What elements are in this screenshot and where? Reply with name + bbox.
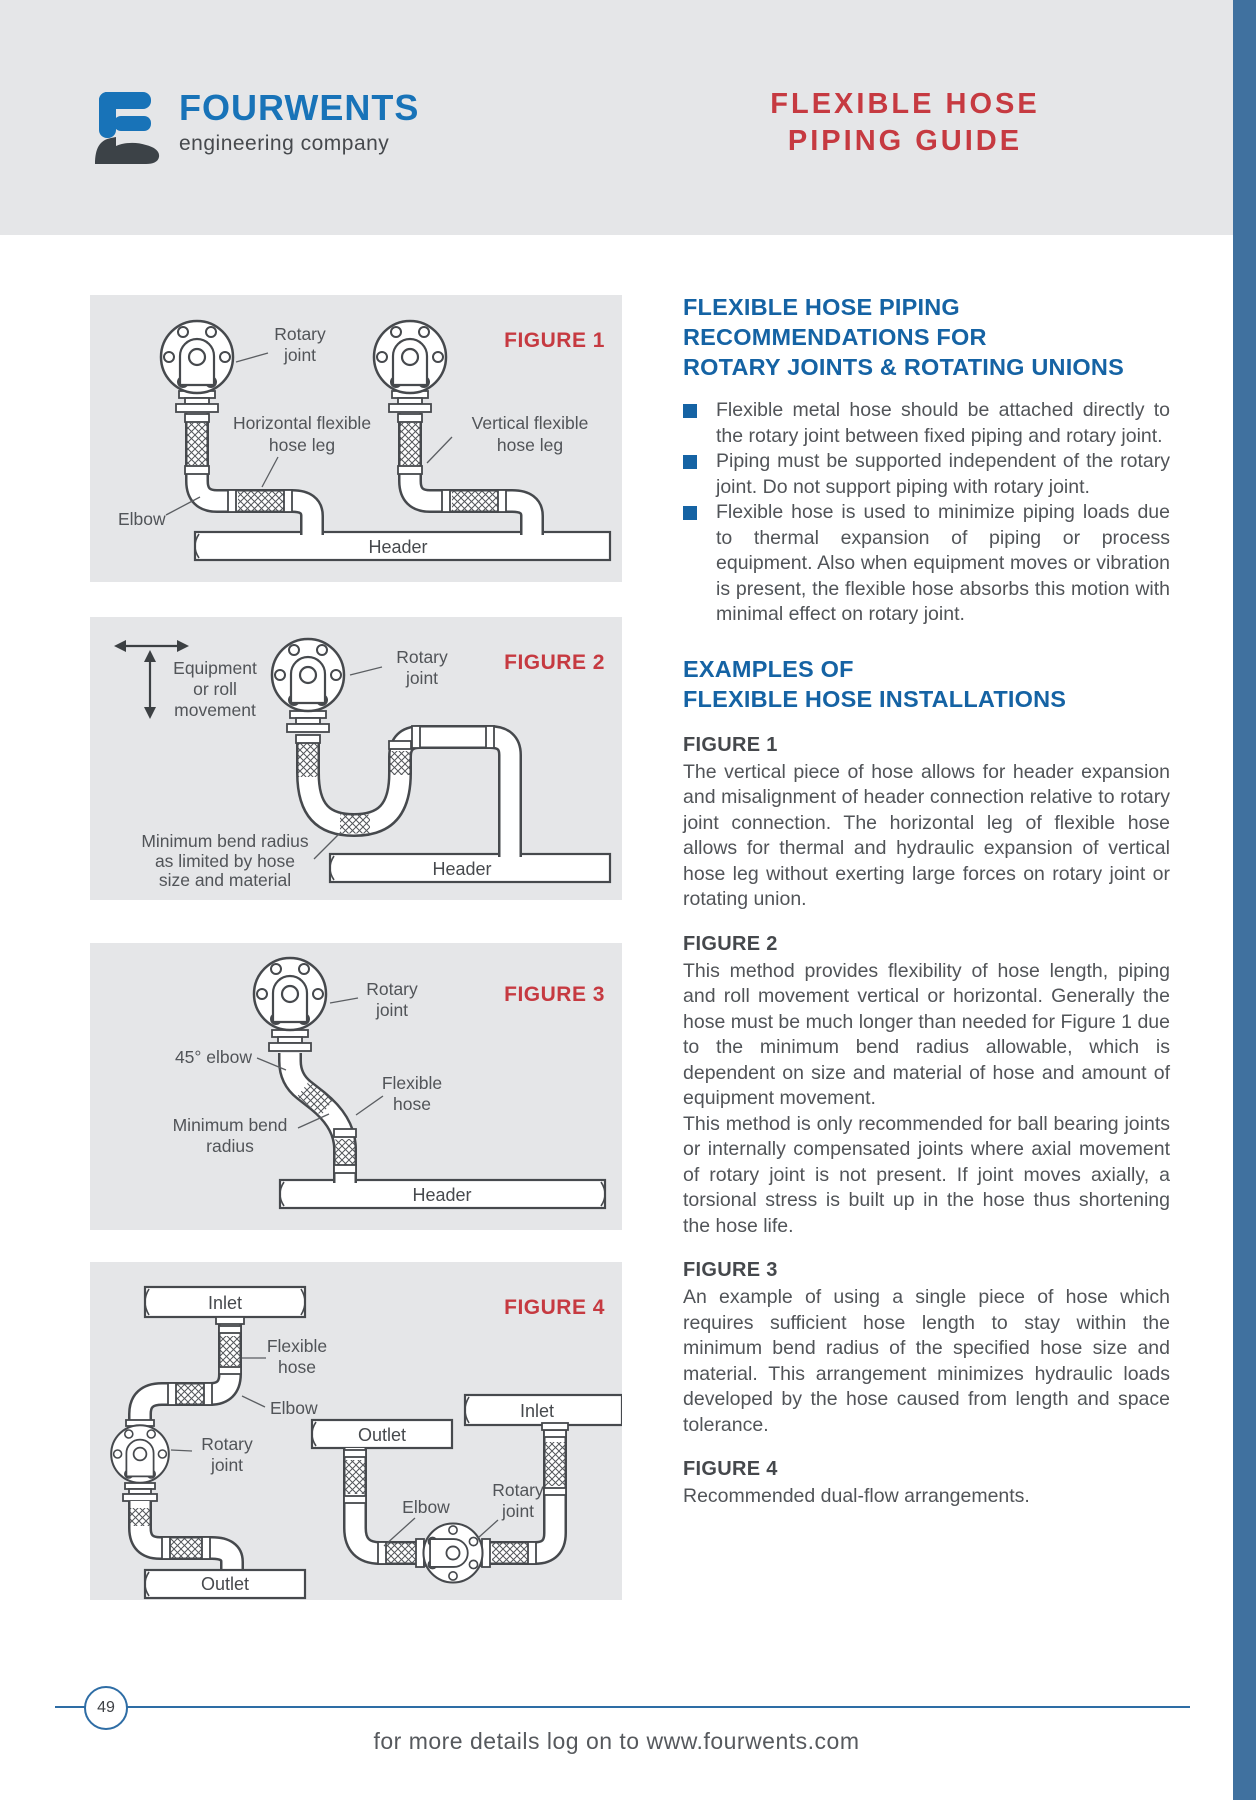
figure-1-diagram (90, 295, 622, 582)
figure-3-diagram (90, 943, 622, 1230)
svg-text:joint: joint (375, 1000, 409, 1020)
figure2-rotary-joint-label: Rotary (396, 647, 448, 667)
svg-text:hose: hose (393, 1094, 431, 1114)
figure3-rotary-joint-label: Rotary (366, 979, 418, 999)
figure4-rotary-joint-left-label: Rotary (201, 1434, 253, 1454)
figure4-flexible-hose-label: Flexible (266, 1336, 328, 1356)
article-column (683, 292, 1170, 1510)
footer-note: for more details log on to www.fourwents.com (373, 1728, 860, 1754)
figure-4-section (683, 1458, 1170, 1510)
figure1-horizontal-leg-label: Horizontal flexible (232, 413, 372, 433)
bullet-square-icon (683, 455, 697, 469)
svg-text:radius: radius (206, 1136, 254, 1156)
bullet-square-icon (683, 404, 697, 418)
svg-text:joint: joint (405, 668, 439, 688)
document-title (715, 86, 1095, 160)
figure-1-panel (90, 295, 622, 582)
document-title-line1: FLEXIBLE HOSE (770, 88, 1040, 120)
figure-3-section (683, 1259, 1170, 1438)
page-number-badge: 49 (84, 1686, 128, 1730)
figure3-caption: FIGURE 3 (504, 983, 605, 1006)
figure2-movement-label: Equipment (173, 658, 257, 678)
brand-tagline: engineering company (179, 132, 390, 155)
figure3-min-bend-label: Minimum bend (172, 1115, 288, 1135)
section-title: FIGURE 2 (683, 932, 778, 955)
bullet-square-icon (683, 506, 697, 520)
svg-text:joint: joint (210, 1455, 244, 1475)
page-edge-strip (1233, 0, 1256, 1800)
page-header-band (0, 0, 1233, 235)
figure4-elbow-left-label: Elbow (270, 1398, 318, 1418)
document-title-line2: PIPING GUIDE (787, 125, 1023, 157)
figure4-inlet-right-label: Inlet (519, 1401, 555, 1421)
section-paragraph: This method is only recommended for ball bearing joints or internally compensated joints where axial movement of rotary joint is not present. If joint moves axially, a torsional stress is built up in the hose thus shortening the hose life. (683, 1112, 1170, 1237)
list-item (683, 500, 1170, 628)
section-paragraph: An example of using a single piece of hose which requires sufficient hose length to stay within the minimum bend radius of the specified hose size and material. This arrangement minimizes hydraulic loads developed by the hose caused from length and space tolerance. (683, 1286, 1170, 1436)
section-title: FIGURE 3 (683, 1259, 778, 1281)
section-paragraph: Recommended dual-flow arrangements. (683, 1485, 1030, 1507)
svg-text:or roll: or roll (193, 679, 237, 699)
company-logo (85, 88, 419, 170)
list-item (683, 449, 1170, 500)
figure2-caption: FIGURE 2 (504, 651, 605, 674)
figure2-header-label: Header (432, 859, 492, 879)
section-paragraph: The vertical piece of hose allows for header expansion and misalignment of header connection relative to rotary joint connection. The horizontal leg of flexible hose allows for thermal and hydraulic expansion of vertical hose leg without exerting large forces on rotary joint or rotating union. (683, 760, 1170, 910)
figure1-caption: FIGURE 1 (504, 329, 605, 352)
figure4-outlet-right-label: Outlet (357, 1425, 407, 1445)
figure-1-section (683, 734, 1170, 913)
figure1-header-label: Header (368, 537, 428, 557)
svg-text:movement: movement (174, 700, 256, 720)
article-heading-1: FLEXIBLE HOSE PIPING RECOMMENDATIONS FOR ROTARY JOINTS & ROTATING UNIONS (683, 294, 1124, 380)
figure1-rotary-joint-label: Rotary (274, 324, 326, 344)
figure-2-diagram (90, 617, 622, 900)
article-heading-2: EXAMPLES OF FLEXIBLE HOSE INSTALLATIONS (683, 655, 1067, 712)
svg-text:size and material: size and material (158, 870, 292, 890)
bullet-text: Piping must be supported independent of the rotary joint. Do not support piping with rotary joint. (716, 450, 1170, 498)
footer-divider (55, 1706, 1190, 1708)
figure2-min-bend-label: Minimum bend radius (141, 831, 309, 851)
company-logo-icon (85, 88, 165, 170)
figure4-elbow-right-label: Elbow (402, 1497, 450, 1517)
figure3-header-label: Header (412, 1185, 472, 1205)
figure-4-panel (90, 1262, 622, 1600)
brand-name: FOURWENTS (179, 87, 420, 128)
figure1-vertical-leg-label: Vertical flexible (471, 413, 589, 433)
svg-text:joint: joint (283, 345, 317, 365)
svg-text:joint: joint (501, 1501, 535, 1521)
svg-text:as limited by hose: as limited by hose (154, 851, 296, 871)
section-title: FIGURE 4 (683, 1458, 778, 1480)
figure4-outlet-left-label: Outlet (200, 1574, 250, 1594)
list-item (683, 398, 1170, 449)
recommendation-list (683, 398, 1170, 628)
svg-text:hose leg: hose leg (268, 435, 336, 455)
figure-4-diagram (90, 1262, 622, 1600)
svg-text:hose leg: hose leg (496, 435, 564, 455)
figure3-flexible-hose-label: Flexible (381, 1073, 443, 1093)
svg-text:hose: hose (278, 1357, 316, 1377)
bullet-text: Flexible metal hose should be attached directly to the rotary joint between fixed piping and rotary joint. (716, 399, 1170, 447)
figure3-45-elbow-label: 45° elbow (174, 1047, 252, 1067)
section-title: FIGURE 1 (683, 733, 778, 756)
figure4-caption: FIGURE 4 (504, 1296, 605, 1319)
figure-2-section (683, 933, 1170, 1240)
figure-3-panel (90, 943, 622, 1230)
figure-2-panel (90, 617, 622, 900)
bullet-text: Flexible hose is used to minimize piping loads due to thermal expansion of piping or process equipment. Also when equipment moves or vibration is present, the flexible hose absorbs this motion with minimal effect on rotary joint. (716, 501, 1170, 625)
section-paragraph: This method provides flexibility of hose length, piping and roll movement vertical or horizontal. Generally the hose must be much longer than needed for Figure 1 due to the minimum bend radius allowable, which is dependent on size and material of hose and amount of equipment movement. (683, 959, 1170, 1109)
figure1-elbow-label: Elbow (118, 509, 166, 529)
figure4-inlet-left-label: Inlet (207, 1293, 243, 1313)
figure4-rotary-joint-right-label: Rotary (492, 1480, 544, 1500)
